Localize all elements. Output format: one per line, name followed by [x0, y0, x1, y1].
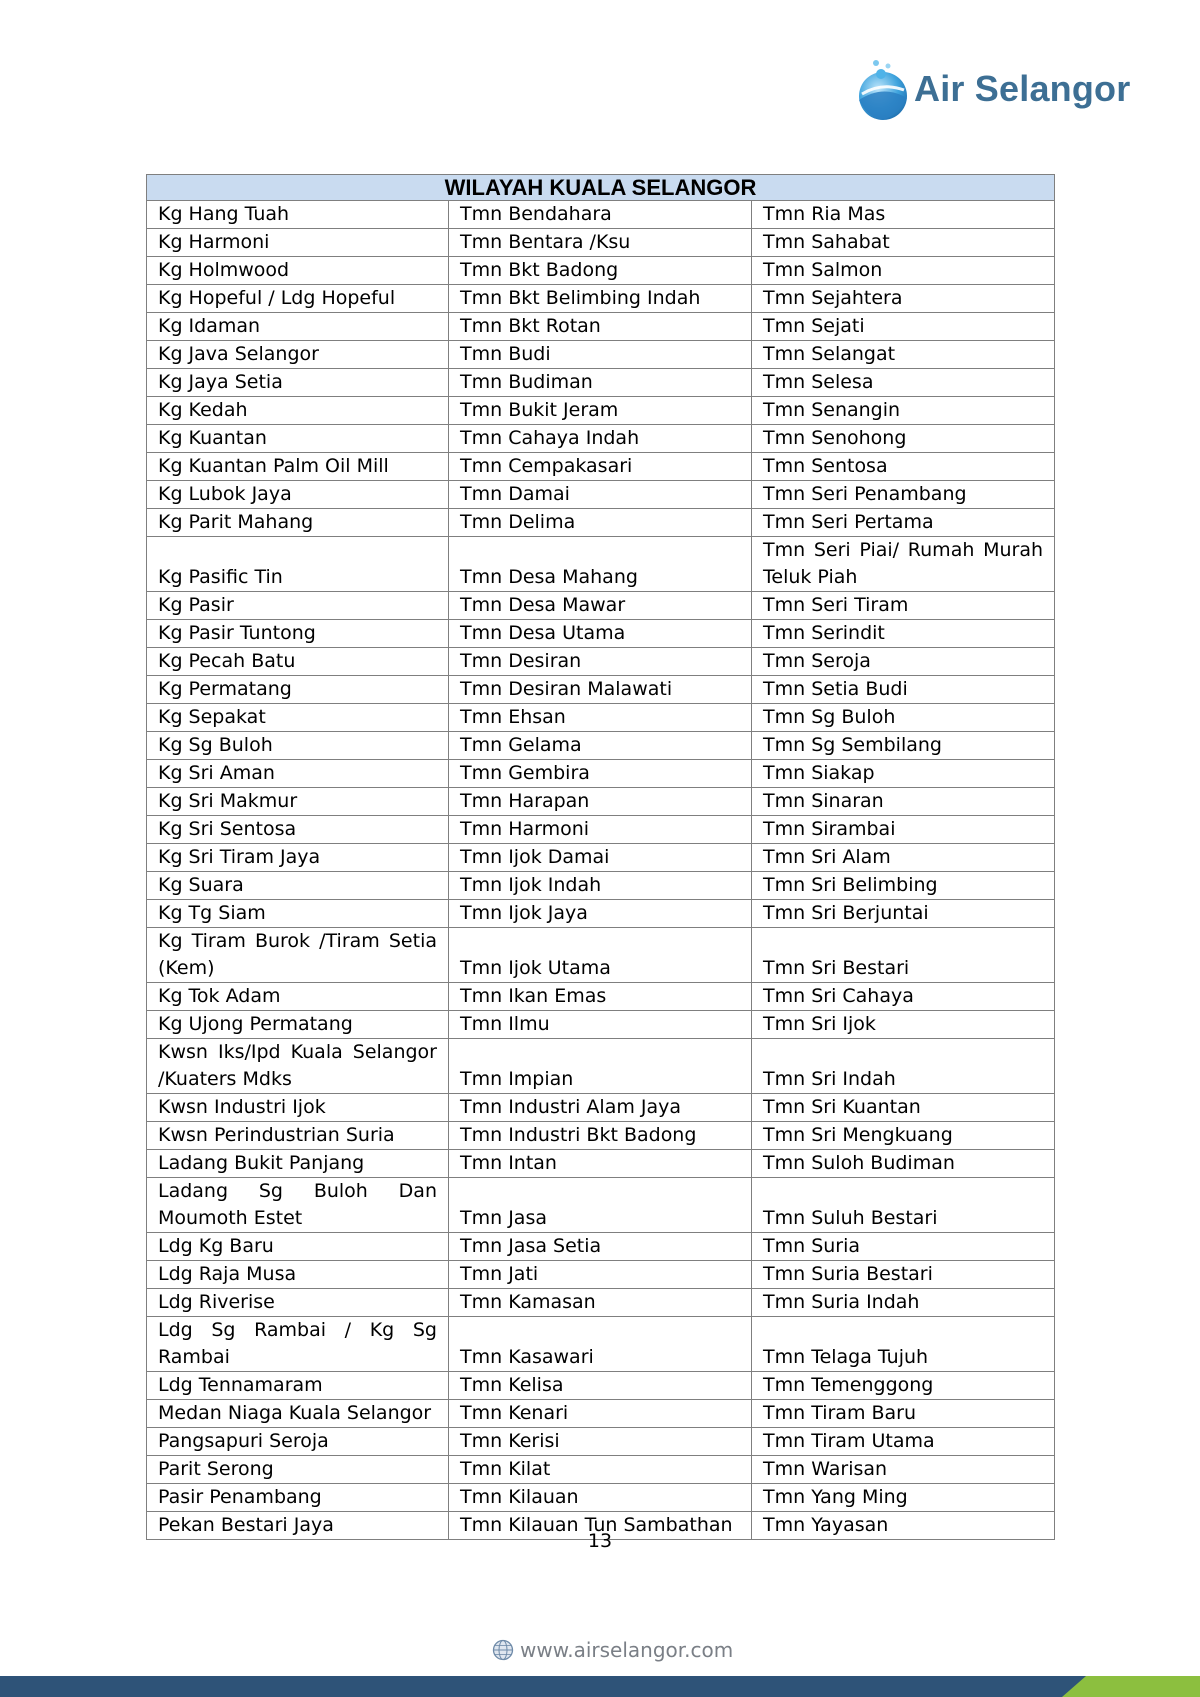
table-cell: Tmn Cahaya Indah: [449, 425, 752, 453]
table-cell: Tmn Harmoni: [449, 816, 752, 844]
table-cell: Pangsapuri Seroja: [147, 1428, 449, 1456]
table-cell: Tmn Kerisi: [449, 1428, 752, 1456]
table-cell: Kg Java Selangor: [147, 341, 449, 369]
table-cell: Tmn Bkt Badong: [449, 257, 752, 285]
table-cell: Tmn Budiman: [449, 369, 752, 397]
air-selangor-logo: [848, 54, 1148, 124]
table-cell: Ldg Sg Rambai / Kg Sg Rambai: [147, 1317, 449, 1372]
table-cell: Tmn Siakap: [752, 760, 1055, 788]
footer-url-text[interactable]: www.airselangor.com: [520, 1638, 734, 1662]
table-cell: Tmn Salmon: [752, 257, 1055, 285]
table-cell: Tmn Jasa Setia: [449, 1233, 752, 1261]
table-cell: Tmn Suria: [752, 1233, 1055, 1261]
table-row: [147, 1039, 1055, 1094]
table-row: [147, 1484, 1055, 1512]
table-row: [147, 1372, 1055, 1400]
table-row: [147, 397, 1055, 425]
table-row: [147, 816, 1055, 844]
table-cell: Kg Hopeful / Ldg Hopeful: [147, 285, 449, 313]
table-cell: Kg Kuantan Palm Oil Mill: [147, 453, 449, 481]
table-cell: Tmn Yayasan: [752, 1512, 1055, 1540]
table-cell: Tmn Sri Mengkuang: [752, 1122, 1055, 1150]
table-cell: Tmn Temenggong: [752, 1372, 1055, 1400]
table-cell: Tmn Kilauan Tun Sambathan: [449, 1512, 752, 1540]
table-cell: Tmn Bendahara: [449, 201, 752, 229]
table-row: [147, 313, 1055, 341]
table-cell: Ldg Raja Musa: [147, 1261, 449, 1289]
table-cell: Tmn Ijok Damai: [449, 844, 752, 872]
table-cell: Kg Pecah Batu: [147, 648, 449, 676]
table-cell: Tmn Seri Piai/ Rumah Murah Teluk Piah: [752, 537, 1055, 592]
table-cell: Kg Permatang: [147, 676, 449, 704]
table-row: [147, 620, 1055, 648]
table-cell: Tmn Seri Tiram: [752, 592, 1055, 620]
table-cell: Tmn Jati: [449, 1261, 752, 1289]
table-cell: Kg Kuantan: [147, 425, 449, 453]
table-row: [147, 509, 1055, 537]
page-number: 13: [587, 1530, 613, 1552]
table-cell: Tmn Selesa: [752, 369, 1055, 397]
table-cell: Tmn Industri Bkt Badong: [449, 1122, 752, 1150]
table-cell: Tmn Suria Bestari: [752, 1261, 1055, 1289]
table-cell: Tmn Kelisa: [449, 1372, 752, 1400]
globe-icon: [492, 1639, 514, 1661]
table-cell: Kg Tiram Burok /Tiram Setia (Kem): [147, 928, 449, 983]
table-row: [147, 1456, 1055, 1484]
table-row: [147, 732, 1055, 760]
table-row: [147, 1094, 1055, 1122]
table-cell: Tmn Gembira: [449, 760, 752, 788]
table-cell: Kg Lubok Jaya: [147, 481, 449, 509]
table-cell: Tmn Ijok Utama: [449, 928, 752, 983]
table-row: [147, 704, 1055, 732]
table-row: [147, 1317, 1055, 1372]
table-row: [147, 760, 1055, 788]
table-cell: Tmn Serindit: [752, 620, 1055, 648]
table-title: WILAYAH KUALA SELANGOR: [147, 175, 1055, 201]
table-cell: Kg Sri Makmur: [147, 788, 449, 816]
table-cell: Tmn Sri Bestari: [752, 928, 1055, 983]
table-cell: Pasir Penambang: [147, 1484, 449, 1512]
table-cell: Tmn Suria Indah: [752, 1289, 1055, 1317]
table-row: [147, 1400, 1055, 1428]
table-cell: Kg Pasir Tuntong: [147, 620, 449, 648]
table-row: [147, 537, 1055, 592]
table-cell: Tmn Ijok Indah: [449, 872, 752, 900]
water-drop-logo-icon: [848, 54, 918, 124]
table-cell: Tmn Desa Mawar: [449, 592, 752, 620]
footer-website[interactable]: [492, 1636, 733, 1664]
table-row: [147, 201, 1055, 229]
table-cell: Ldg Kg Baru: [147, 1233, 449, 1261]
table-row: [147, 1122, 1055, 1150]
table-row: [147, 1428, 1055, 1456]
table-cell: Tmn Bukit Jeram: [449, 397, 752, 425]
table-cell: Tmn Senangin: [752, 397, 1055, 425]
logo-wordmark: Air Selangor: [914, 68, 1131, 109]
table-cell: Ladang Bukit Panjang: [147, 1150, 449, 1178]
table-cell: Tmn Setia Budi: [752, 676, 1055, 704]
table-cell: Tmn Yang Ming: [752, 1484, 1055, 1512]
table-cell: Tmn Sirambai: [752, 816, 1055, 844]
table-cell: Tmn Kasawari: [449, 1317, 752, 1372]
table-cell: Tmn Sejati: [752, 313, 1055, 341]
table-cell: Tmn Desiran: [449, 648, 752, 676]
table-row: [147, 844, 1055, 872]
table-cell: Tmn Tiram Utama: [752, 1428, 1055, 1456]
table-row: [147, 1261, 1055, 1289]
table-cell: Tmn Ria Mas: [752, 201, 1055, 229]
table-cell: Tmn Kenari: [449, 1400, 752, 1428]
table-cell: Ladang Sg Buloh Dan Moumoth Estet: [147, 1178, 449, 1233]
table-cell: Ldg Riverise: [147, 1289, 449, 1317]
table-cell: Tmn Industri Alam Jaya: [449, 1094, 752, 1122]
table-cell: Kg Sri Aman: [147, 760, 449, 788]
table-row: [147, 872, 1055, 900]
table-cell: Tmn Cempakasari: [449, 453, 752, 481]
table-cell: Tmn Seri Penambang: [752, 481, 1055, 509]
table-cell: Kg Sri Sentosa: [147, 816, 449, 844]
table-cell: Tmn Desa Utama: [449, 620, 752, 648]
table-row: [147, 229, 1055, 257]
table-cell: Tmn Sri Cahaya: [752, 983, 1055, 1011]
table-cell: Tmn Sri Belimbing: [752, 872, 1055, 900]
table-row: [147, 257, 1055, 285]
table-row: [147, 928, 1055, 983]
table-cell: Tmn Kilauan: [449, 1484, 752, 1512]
table-row: [147, 648, 1055, 676]
table-cell: Tmn Intan: [449, 1150, 752, 1178]
footer-color-bar: [0, 1676, 1200, 1697]
table-cell: Ldg Tennamaram: [147, 1372, 449, 1400]
table-cell: Medan Niaga Kuala Selangor: [147, 1400, 449, 1428]
table-row: [147, 676, 1055, 704]
table-row: [147, 788, 1055, 816]
table-cell: Tmn Warisan: [752, 1456, 1055, 1484]
table-cell: Tmn Kamasan: [449, 1289, 752, 1317]
table-cell: Kg Jaya Setia: [147, 369, 449, 397]
table-row: [147, 481, 1055, 509]
table-header-row: [147, 175, 1055, 201]
table-cell: Tmn Jasa: [449, 1178, 752, 1233]
table-cell: Kg Sri Tiram Jaya: [147, 844, 449, 872]
table-cell: Kg Suara: [147, 872, 449, 900]
table-cell: Tmn Suluh Bestari: [752, 1178, 1055, 1233]
table-cell: Tmn Ikan Emas: [449, 983, 752, 1011]
table-cell: Kg Tok Adam: [147, 983, 449, 1011]
table-row: [147, 983, 1055, 1011]
table-cell: Kwsn Perindustrian Suria: [147, 1122, 449, 1150]
table-cell: Tmn Bkt Belimbing Indah: [449, 285, 752, 313]
table-cell: Tmn Desa Mahang: [449, 537, 752, 592]
table-cell: Tmn Selangat: [752, 341, 1055, 369]
table-cell: Tmn Bentara /Ksu: [449, 229, 752, 257]
table-cell: Kwsn Industri Ijok: [147, 1094, 449, 1122]
table-cell: Kg Tg Siam: [147, 900, 449, 928]
table-cell: Tmn Sentosa: [752, 453, 1055, 481]
table-row: [147, 369, 1055, 397]
table-cell: Tmn Ehsan: [449, 704, 752, 732]
table-cell: Kg Pasir: [147, 592, 449, 620]
table-cell: Tmn Gelama: [449, 732, 752, 760]
table-cell: Kg Pasific Tin: [147, 537, 449, 592]
table-cell: Parit Serong: [147, 1456, 449, 1484]
table-row: [147, 453, 1055, 481]
table-cell: Tmn Harapan: [449, 788, 752, 816]
table-cell: Tmn Kilat: [449, 1456, 752, 1484]
table-cell: Tmn Tiram Baru: [752, 1400, 1055, 1428]
footer-accent-bar: [1062, 1676, 1200, 1697]
table-cell: Kg Holmwood: [147, 257, 449, 285]
table-row: [147, 1150, 1055, 1178]
table-cell: Kg Kedah: [147, 397, 449, 425]
table-cell: Kg Idaman: [147, 313, 449, 341]
table-cell: Tmn Sri Alam: [752, 844, 1055, 872]
table-cell: Tmn Sahabat: [752, 229, 1055, 257]
table-cell: Tmn Suloh Budiman: [752, 1150, 1055, 1178]
table-cell: Tmn Desiran Malawati: [449, 676, 752, 704]
table-cell: Tmn Sri Ijok: [752, 1011, 1055, 1039]
table-cell: Tmn Sejahtera: [752, 285, 1055, 313]
table-cell: Kg Harmoni: [147, 229, 449, 257]
table-row: [147, 592, 1055, 620]
table-cell: Tmn Ijok Jaya: [449, 900, 752, 928]
area-list-table: [146, 174, 1055, 1540]
table-cell: Tmn Sg Sembilang: [752, 732, 1055, 760]
table-row: [147, 1233, 1055, 1261]
table-row: [147, 1011, 1055, 1039]
table-cell: Tmn Telaga Tujuh: [752, 1317, 1055, 1372]
table-cell: Tmn Delima: [449, 509, 752, 537]
table-cell: Tmn Budi: [449, 341, 752, 369]
table-row: [147, 285, 1055, 313]
table-cell: Tmn Senohong: [752, 425, 1055, 453]
table-cell: Kg Sg Buloh: [147, 732, 449, 760]
table-row: [147, 900, 1055, 928]
table-cell: Tmn Sinaran: [752, 788, 1055, 816]
table-row: [147, 425, 1055, 453]
table-cell: Tmn Damai: [449, 481, 752, 509]
table-cell: Kg Ujong Permatang: [147, 1011, 449, 1039]
table-cell: Kg Parit Mahang: [147, 509, 449, 537]
table-row: [147, 1289, 1055, 1317]
table-cell: Pekan Bestari Jaya: [147, 1512, 449, 1540]
table-cell: Tmn Sg Buloh: [752, 704, 1055, 732]
table-cell: Tmn Seri Pertama: [752, 509, 1055, 537]
table-cell: Tmn Sri Kuantan: [752, 1094, 1055, 1122]
table-cell: Kwsn Iks/Ipd Kuala Selangor /Kuaters Mdks: [147, 1039, 449, 1094]
table-cell: Kg Sepakat: [147, 704, 449, 732]
table-cell: Tmn Seroja: [752, 648, 1055, 676]
table-cell: Tmn Ilmu: [449, 1011, 752, 1039]
table-row: [147, 1178, 1055, 1233]
table-cell: Tmn Impian: [449, 1039, 752, 1094]
table-cell: Tmn Sri Indah: [752, 1039, 1055, 1094]
table-cell: Tmn Bkt Rotan: [449, 313, 752, 341]
table-row: [147, 341, 1055, 369]
table-cell: Kg Hang Tuah: [147, 201, 449, 229]
table-cell: Tmn Sri Berjuntai: [752, 900, 1055, 928]
